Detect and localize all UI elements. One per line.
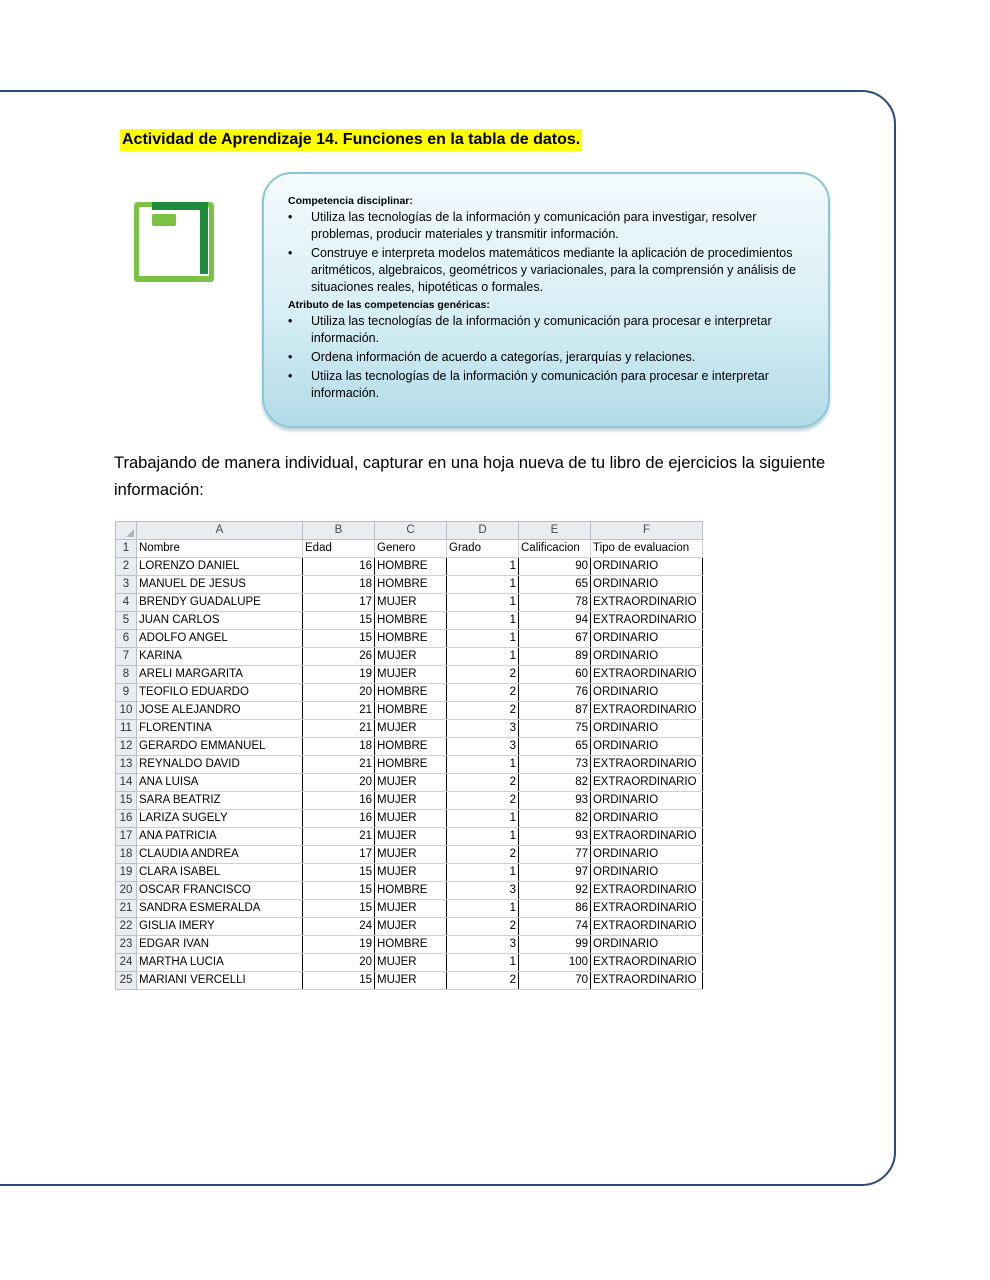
- table-cell[interactable]: HOMBRE: [375, 612, 447, 630]
- bullet: •: [288, 246, 293, 260]
- list-item: • Utiiza las tecnologías de la información y comunicación para procesar e interpretar información.: [288, 369, 769, 400]
- table-cell[interactable]: 15: [303, 882, 375, 900]
- bullet: •: [288, 314, 293, 328]
- table-cell[interactable]: 2: [447, 846, 519, 864]
- table-cell[interactable]: 90: [519, 558, 591, 576]
- table-cell[interactable]: 18: [303, 738, 375, 756]
- intro-paragraph: Trabajando de manera individual, capturar en una hoja nueva de tu libro de ejercicios la siguiente información:: [114, 454, 826, 499]
- table-cell[interactable]: 93: [519, 828, 591, 846]
- table-cell[interactable]: MUJER: [375, 810, 447, 828]
- table-cell[interactable]: EXTRAORDINARIO: [591, 594, 703, 612]
- table-cell[interactable]: MUJER: [375, 774, 447, 792]
- table-cell[interactable]: ORDINARIO: [591, 792, 703, 810]
- table-row: [116, 702, 703, 720]
- row-number[interactable]: 13: [116, 756, 137, 774]
- table-row: [116, 666, 703, 684]
- column-header-f[interactable]: F: [591, 522, 703, 540]
- table-cell[interactable]: 93: [519, 792, 591, 810]
- table-cell[interactable]: 1: [447, 954, 519, 972]
- row-number[interactable]: 21: [116, 900, 137, 918]
- table-cell[interactable]: HOMBRE: [375, 576, 447, 594]
- table-cell[interactable]: EXTRAORDINARIO: [591, 882, 703, 900]
- table-cell[interactable]: EXTRAORDINARIO: [591, 612, 703, 630]
- table-cell[interactable]: 15: [303, 630, 375, 648]
- table-cell[interactable]: ANA LUISA: [137, 774, 303, 792]
- table-cell[interactable]: MUJER: [375, 918, 447, 936]
- table-cell[interactable]: 20: [303, 954, 375, 972]
- table-cell[interactable]: BRENDY GUADALUPE: [137, 594, 303, 612]
- table-row: [116, 864, 703, 882]
- table-cell[interactable]: EXTRAORDINARIO: [591, 900, 703, 918]
- list-item: • Utiliza las tecnologías de la información y comunicación para procesar e interpretar información.: [288, 314, 772, 345]
- table-cell[interactable]: 70: [519, 972, 591, 990]
- table-cell[interactable]: 75: [519, 720, 591, 738]
- table-cell[interactable]: 99: [519, 936, 591, 954]
- table-cell[interactable]: 19: [303, 666, 375, 684]
- table-cell[interactable]: LARIZA SUGELY: [137, 810, 303, 828]
- table-row: [116, 846, 703, 864]
- row-number[interactable]: 11: [116, 720, 137, 738]
- table-cell[interactable]: 1: [447, 630, 519, 648]
- table-cell[interactable]: 15: [303, 864, 375, 882]
- table-cell[interactable]: MANUEL DE JESUS: [137, 576, 303, 594]
- table-cell[interactable]: 15: [303, 612, 375, 630]
- bullet: •: [288, 350, 293, 364]
- row-number[interactable]: 17: [116, 828, 137, 846]
- column-header-a[interactable]: A: [137, 522, 303, 540]
- table-cell[interactable]: GERARDO EMMANUEL: [137, 738, 303, 756]
- table-cell[interactable]: JOSE ALEJANDRO: [137, 702, 303, 720]
- table-cell[interactable]: 20: [303, 684, 375, 702]
- competency-list: [288, 209, 808, 296]
- table-cell[interactable]: 60: [519, 666, 591, 684]
- table-cell[interactable]: 17: [303, 846, 375, 864]
- competency-box: [262, 172, 830, 428]
- row-number[interactable]: 20: [116, 882, 137, 900]
- table-cell[interactable]: TEOFILO EDUARDO: [137, 684, 303, 702]
- table-cell[interactable]: MUJER: [375, 720, 447, 738]
- table-cell[interactable]: HOMBRE: [375, 882, 447, 900]
- header-cell[interactable]: Grado: [447, 540, 519, 558]
- table-cell[interactable]: MARTHA LUCIA: [137, 954, 303, 972]
- table-cell[interactable]: 20: [303, 774, 375, 792]
- table-row: [116, 900, 703, 918]
- table-row: [116, 954, 703, 972]
- table-cell[interactable]: REYNALDO DAVID: [137, 756, 303, 774]
- table-cell[interactable]: 15: [303, 972, 375, 990]
- table-cell[interactable]: HOMBRE: [375, 738, 447, 756]
- competency-heading: Competencia disciplinar:: [288, 195, 413, 207]
- table-cell[interactable]: EXTRAORDINARIO: [591, 666, 703, 684]
- table-cell[interactable]: ORDINARIO: [591, 720, 703, 738]
- column-letter-row: [116, 522, 703, 540]
- table-cell[interactable]: HOMBRE: [375, 702, 447, 720]
- table-row: [116, 828, 703, 846]
- row-number[interactable]: 19: [116, 864, 137, 882]
- row-number[interactable]: 1: [116, 540, 137, 558]
- row-number[interactable]: 14: [116, 774, 137, 792]
- bullet: •: [288, 369, 293, 383]
- table-cell[interactable]: 77: [519, 846, 591, 864]
- row-number[interactable]: 7: [116, 648, 137, 666]
- table-cell[interactable]: ARELI MARGARITA: [137, 666, 303, 684]
- table-cell[interactable]: ORDINARIO: [591, 738, 703, 756]
- activity-title: Actividad de Aprendizaje 14. Funciones en la tabla de datos.: [120, 129, 582, 151]
- table-cell[interactable]: ORDINARIO: [591, 936, 703, 954]
- row-number[interactable]: 12: [116, 738, 137, 756]
- table-cell[interactable]: HOMBRE: [375, 756, 447, 774]
- table-cell[interactable]: HOMBRE: [375, 684, 447, 702]
- table-cell[interactable]: 92: [519, 882, 591, 900]
- list-item: • Construye e interpreta modelos matemáticos mediante la aplicación de procedimientos aritméticos, algebraicos, geométricos y variacionales, para la comprensión y análisis de situaciones reales, hipotéticas o formales.: [288, 246, 796, 294]
- table-cell[interactable]: GISLIA IMERY: [137, 918, 303, 936]
- table-row: [116, 738, 703, 756]
- header-cell[interactable]: Tipo de evaluacion: [591, 540, 703, 558]
- table-cell[interactable]: 1: [447, 612, 519, 630]
- attribute-list: [288, 313, 808, 402]
- table-cell[interactable]: MUJER: [375, 846, 447, 864]
- row-number[interactable]: 9: [116, 684, 137, 702]
- table-cell[interactable]: 24: [303, 918, 375, 936]
- table-cell[interactable]: ORDINARIO: [591, 864, 703, 882]
- table-cell[interactable]: 16: [303, 558, 375, 576]
- table-cell[interactable]: 1: [447, 900, 519, 918]
- table-cell[interactable]: OSCAR FRANCISCO: [137, 882, 303, 900]
- table-cell[interactable]: LORENZO DANIEL: [137, 558, 303, 576]
- row-number[interactable]: 25: [116, 972, 137, 990]
- table-row: [116, 558, 703, 576]
- row-number[interactable]: 3: [116, 576, 137, 594]
- table-cell[interactable]: 21: [303, 756, 375, 774]
- table-row: [116, 648, 703, 666]
- select-all-corner[interactable]: [116, 522, 137, 540]
- table-cell[interactable]: 3: [447, 720, 519, 738]
- table-cell[interactable]: ORDINARIO: [591, 558, 703, 576]
- table-cell[interactable]: 26: [303, 648, 375, 666]
- table-cell[interactable]: MUJER: [375, 900, 447, 918]
- table-row: [116, 630, 703, 648]
- table-cell[interactable]: MARIANI VERCELLI: [137, 972, 303, 990]
- notebook-icon: [130, 196, 216, 286]
- row-number[interactable]: 5: [116, 612, 137, 630]
- table-cell[interactable]: 15: [303, 900, 375, 918]
- table-cell[interactable]: 67: [519, 630, 591, 648]
- table-cell[interactable]: 17: [303, 594, 375, 612]
- table-cell[interactable]: MUJER: [375, 792, 447, 810]
- table-cell[interactable]: 1: [447, 558, 519, 576]
- header-cell[interactable]: Genero: [375, 540, 447, 558]
- table-cell[interactable]: 82: [519, 774, 591, 792]
- table-cell[interactable]: 76: [519, 684, 591, 702]
- row-number[interactable]: 23: [116, 936, 137, 954]
- table-cell[interactable]: 100: [519, 954, 591, 972]
- table-cell[interactable]: HOMBRE: [375, 630, 447, 648]
- table-cell[interactable]: 1: [447, 828, 519, 846]
- table-row: [116, 576, 703, 594]
- row-number[interactable]: 6: [116, 630, 137, 648]
- table-cell[interactable]: 87: [519, 702, 591, 720]
- table-cell[interactable]: 94: [519, 612, 591, 630]
- table-cell[interactable]: JUAN CARLOS: [137, 612, 303, 630]
- header-cell[interactable]: Edad: [303, 540, 375, 558]
- table-cell[interactable]: MUJER: [375, 648, 447, 666]
- row-number[interactable]: 8: [116, 666, 137, 684]
- table-cell[interactable]: 19: [303, 936, 375, 954]
- list-item: • Ordena información de acuerdo a categorías, jerarquías y relaciones.: [288, 350, 696, 364]
- table-cell[interactable]: 65: [519, 738, 591, 756]
- table-cell[interactable]: KARINA: [137, 648, 303, 666]
- column-header-e[interactable]: E: [519, 522, 591, 540]
- column-header-c[interactable]: C: [375, 522, 447, 540]
- table-cell[interactable]: 2: [447, 792, 519, 810]
- table-row: [116, 882, 703, 900]
- table-cell[interactable]: 3: [447, 882, 519, 900]
- table-cell[interactable]: ORDINARIO: [591, 576, 703, 594]
- table-cell[interactable]: 21: [303, 720, 375, 738]
- table-cell[interactable]: 2: [447, 666, 519, 684]
- table-cell[interactable]: EXTRAORDINARIO: [591, 774, 703, 792]
- table-cell[interactable]: HOMBRE: [375, 558, 447, 576]
- table-cell[interactable]: ORDINARIO: [591, 630, 703, 648]
- table-cell[interactable]: 2: [447, 918, 519, 936]
- row-number[interactable]: 22: [116, 918, 137, 936]
- table-cell[interactable]: EXTRAORDINARIO: [591, 954, 703, 972]
- table-row: [116, 720, 703, 738]
- table-cell[interactable]: SANDRA ESMERALDA: [137, 900, 303, 918]
- table-cell[interactable]: CLARA ISABEL: [137, 864, 303, 882]
- table-cell[interactable]: ORDINARIO: [591, 846, 703, 864]
- table-cell[interactable]: 16: [303, 792, 375, 810]
- table-cell[interactable]: EXTRAORDINARIO: [591, 828, 703, 846]
- table-cell[interactable]: 2: [447, 774, 519, 792]
- table-cell[interactable]: 86: [519, 900, 591, 918]
- table-cell[interactable]: EXTRAORDINARIO: [591, 972, 703, 990]
- table-cell[interactable]: 16: [303, 810, 375, 828]
- table-cell[interactable]: ORDINARIO: [591, 648, 703, 666]
- table-row: [116, 792, 703, 810]
- table-cell[interactable]: 1: [447, 756, 519, 774]
- table-cell[interactable]: MUJER: [375, 954, 447, 972]
- table-row: [116, 612, 703, 630]
- table-row: [116, 684, 703, 702]
- table-cell[interactable]: MUJER: [375, 972, 447, 990]
- table-cell[interactable]: 2: [447, 702, 519, 720]
- table-row: [116, 972, 703, 990]
- table-cell[interactable]: 78: [519, 594, 591, 612]
- table-cell[interactable]: 21: [303, 828, 375, 846]
- spreadsheet: [115, 521, 703, 990]
- table-cell[interactable]: CLAUDIA ANDREA: [137, 846, 303, 864]
- table-cell[interactable]: 65: [519, 576, 591, 594]
- table-cell[interactable]: 1: [447, 648, 519, 666]
- table-cell[interactable]: ORDINARIO: [591, 810, 703, 828]
- table-cell[interactable]: EXTRAORDINARIO: [591, 702, 703, 720]
- table-row: [116, 936, 703, 954]
- table-cell[interactable]: EDGAR IVAN: [137, 936, 303, 954]
- table-cell[interactable]: 1: [447, 864, 519, 882]
- row-number[interactable]: 4: [116, 594, 137, 612]
- table-row: [116, 810, 703, 828]
- table-row: [116, 918, 703, 936]
- table-cell[interactable]: MUJER: [375, 594, 447, 612]
- table-cell[interactable]: MUJER: [375, 828, 447, 846]
- table-cell[interactable]: EXTRAORDINARIO: [591, 756, 703, 774]
- row-number[interactable]: 15: [116, 792, 137, 810]
- table-cell[interactable]: ANA PATRICIA: [137, 828, 303, 846]
- row-number[interactable]: 10: [116, 702, 137, 720]
- row-number[interactable]: 18: [116, 846, 137, 864]
- bullet: •: [288, 210, 293, 224]
- table-cell[interactable]: 2: [447, 684, 519, 702]
- table-row: [116, 774, 703, 792]
- table-cell[interactable]: 97: [519, 864, 591, 882]
- header-row: [116, 540, 703, 558]
- table-cell[interactable]: FLORENTINA: [137, 720, 303, 738]
- table-cell[interactable]: 82: [519, 810, 591, 828]
- table-cell[interactable]: 3: [447, 738, 519, 756]
- list-item: • Utiliza las tecnologías de la información y comunicación para investigar, resolver problemas, producir materiales y transmitir información.: [288, 210, 757, 241]
- table-cell[interactable]: HOMBRE: [375, 936, 447, 954]
- table-cell[interactable]: 1: [447, 594, 519, 612]
- table-cell[interactable]: MUJER: [375, 666, 447, 684]
- table-cell[interactable]: ORDINARIO: [591, 684, 703, 702]
- attribute-heading: Atributo de las competencias genéricas:: [288, 299, 490, 311]
- table-row: [116, 756, 703, 774]
- table-cell[interactable]: 89: [519, 648, 591, 666]
- row-number[interactable]: 16: [116, 810, 137, 828]
- table-cell[interactable]: 1: [447, 810, 519, 828]
- table-cell[interactable]: 2: [447, 972, 519, 990]
- table-cell[interactable]: ADOLFO ANGEL: [137, 630, 303, 648]
- table-cell[interactable]: 21: [303, 702, 375, 720]
- table-cell[interactable]: EXTRAORDINARIO: [591, 918, 703, 936]
- table-cell[interactable]: MUJER: [375, 864, 447, 882]
- header-cell[interactable]: Nombre: [137, 540, 303, 558]
- table-row: [116, 594, 703, 612]
- table-cell[interactable]: 74: [519, 918, 591, 936]
- column-header-b[interactable]: B: [303, 522, 375, 540]
- row-number[interactable]: 24: [116, 954, 137, 972]
- table-cell[interactable]: 3: [447, 936, 519, 954]
- table-cell[interactable]: 1: [447, 576, 519, 594]
- column-header-d[interactable]: D: [447, 522, 519, 540]
- table-cell[interactable]: 73: [519, 756, 591, 774]
- row-number[interactable]: 2: [116, 558, 137, 576]
- header-cell[interactable]: Calificacion: [519, 540, 591, 558]
- table-cell[interactable]: SARA BEATRIZ: [137, 792, 303, 810]
- table-cell[interactable]: 18: [303, 576, 375, 594]
